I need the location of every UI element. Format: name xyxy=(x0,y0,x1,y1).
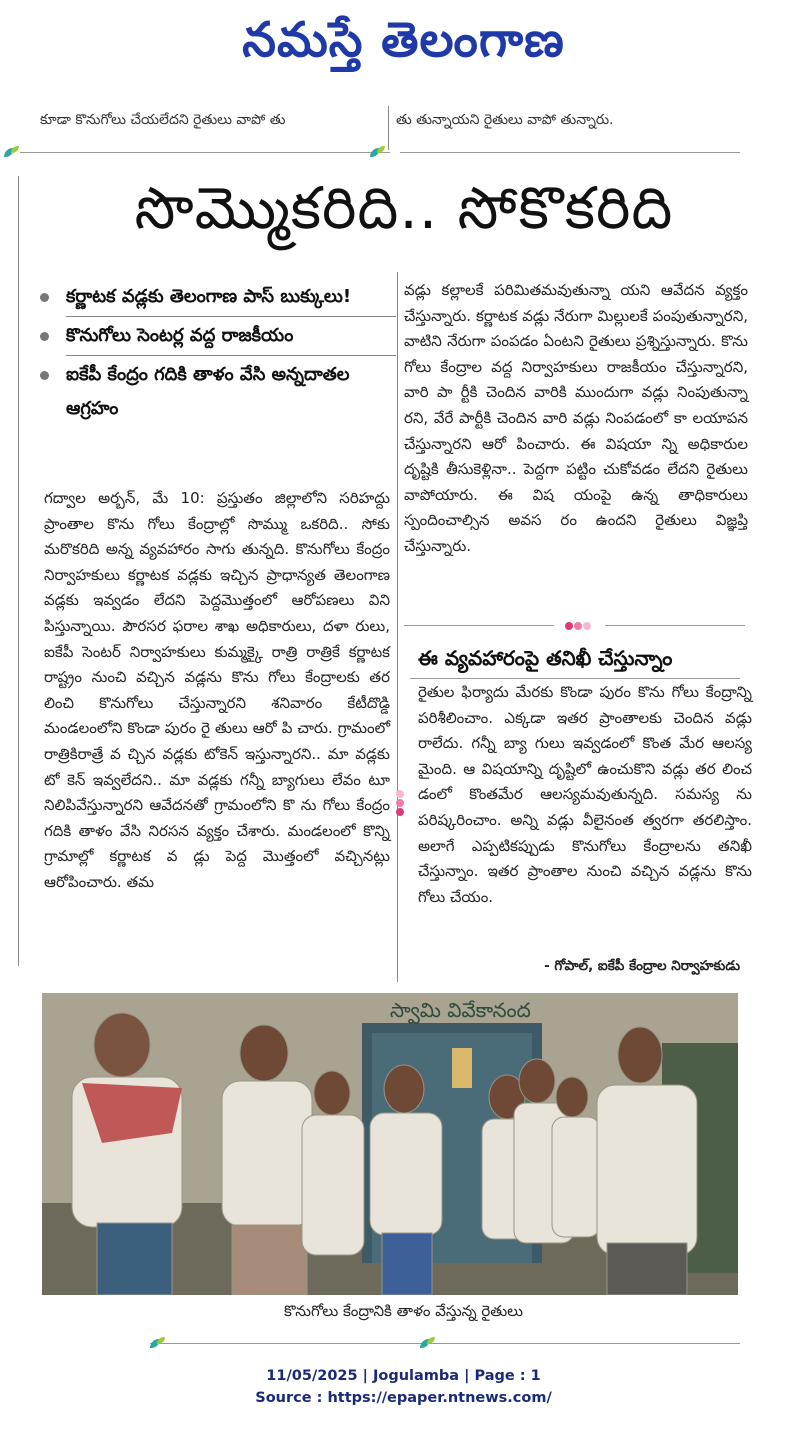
photo-caption: కొనుగోలు కేంద్రానికి తాళం వేస్తున్న రైతులు xyxy=(284,1302,523,1320)
newspaper-masthead: నమస్తే తెలంగాణ xyxy=(242,12,565,68)
leaf-ornament-icon xyxy=(150,1337,166,1349)
column-divider xyxy=(397,272,398,982)
top-strip-left-text: కూడా కొనుగోలు చేయలేదని రైతులు వాపో తు xyxy=(40,112,286,128)
leaf-ornament-icon xyxy=(420,1337,436,1349)
section-rule xyxy=(605,625,745,626)
bullet-separator xyxy=(66,316,396,317)
top-strip-right-text: తు తున్నాయని రైతులు వాపో తున్నారు. xyxy=(396,112,614,128)
article-paragraph: గద్వాల అర్బన్, మే 10: ప్రస్తుతం జిల్లాలోని సరిహద్దు ప్రాంతాల కొను గోలు కేంద్రాల్లో సొమ్ము ఒకరిది.. సోకు మరొకరిది అన్న వ్యవహారం సాగు తున్నది. కొనుగోలు కేంద్రం నిర్వాహకులు కర్ణాటక వడ్లకు ఇచ్చిన ప్రాధాన్యత తెలంగాణ వడ్లకు ఇవ్వడం లేదని పెద్దమొత్తంలో ఆరోపణలు విని పిస్తున్నాయి. పౌరసర ఫరాల శాఖ అధికారులు, దళా రులు, ఐకేపీ సెంటర్ నిర్వాహకులు కుమ్మక్కై రాత్రి రాత్రికే కర్ణాటక రాష్ట్రం నుంచి వచ్చిన వడ్లను కొను గోలు కేంద్రాలకు తర లించి కొనుగోలు చేస్తున్నారని శనివారం కేటీదొడ్డి మండలంలోని కొండా పురం రై తులు ఆరో పి చారు. గ్రామంలో రాత్రికిరాత్రే వ చ్చిన వడ్లకు టోకెన్ ఇస్తున్నారని.. మా వడ్లకు టో కెన్ ఇవ్వలేదని.. మా వడ్లకు గన్నీ బ్యాగులు లేవం టూ నిలిపివేస్తున్నారని ఆవేదనతో గ్రామంలోని కొ ను గోలు కేంద్రం గదికి తాళం వేసి నిరసన వ్యక్తం చేశారు. మండలంలో కొన్ని గ్రామాల్లో కర్ణాటక వ డ్లు పెద్ద మొత్తంలో వచ్చినట్లు ఆరోపించారు. తమ xyxy=(44,489,390,891)
strip-divider xyxy=(388,106,389,150)
highlight-bullet-1: కర్ణాటక వడ్లకు తెలంగాణ పాస్ బుక్కులు! xyxy=(36,280,381,314)
top-rule-left xyxy=(20,152,390,153)
highlight-bullet-2: కొనుగోలు సెంటర్ల వద్ద రాజకీయం xyxy=(36,319,381,353)
sub-article-heading: ఈ వ్యవహారంపై తనిఖీ చేస్తున్నాం xyxy=(418,646,673,670)
bottom-rule xyxy=(150,1343,740,1344)
sub-article-rule xyxy=(410,678,740,679)
highlight-bullet-3: ఐకేపీ కేంద్రం గదికి తాళం వేసి అన్నదాతల ఆగ్రహం xyxy=(36,358,381,426)
article-body-left xyxy=(44,486,390,896)
top-rule-right xyxy=(400,152,740,153)
sub-article-body xyxy=(418,680,752,910)
highlight-bullets xyxy=(36,280,381,426)
bullet-dot-icon xyxy=(40,293,49,302)
bullet-dot-icon xyxy=(40,332,49,341)
footer-edition-info: 11/05/2025 | Jogulamba | Page : 1 xyxy=(266,1368,541,1384)
leaf-ornament-icon xyxy=(370,146,386,158)
news-photo xyxy=(42,993,738,1295)
leaf-ornament-icon xyxy=(4,146,20,158)
article-headline: సొమ్మొకరిది.. సోకొకరిది xyxy=(134,174,674,242)
article-body-right xyxy=(404,278,748,560)
sub-article-paragraph: రైతుల ఫిర్యాదు మేరకు కొండా పురం కొను గోలు కేంద్రాన్ని పరిశీలించాం. ఎక్కడా ఇతర ప్రాంతాలకు చెందిన వడ్లు రాలేదు. గన్నీ బ్యా గులు ఇవ్వడంలో కొంత మేర ఆలస్య మైంది. ఆ విషయాన్ని దృష్టిలో ఉంచుకొని వడ్లు తర లించ డంలో కొంతమేర ఆలస్యమవుతున్నది. సమస్య ను పరిష్కరించాం. అన్ని వడ్లు వీలైనంత త్వరగా తరలిస్తాం. అలాగే ఎప్పటికప్పుడు కొనుగోలు కేంద్రాలను తనిఖీ చేస్తున్నాం. ఇతర ప్రాంతాల నుంచి వచ్చిన వడ్లను కొను గోలు చేయం. xyxy=(418,683,752,906)
bullet-dot-icon xyxy=(40,371,49,380)
farmers-locking-center-photo xyxy=(42,993,738,1295)
article-paragraph: వడ్లు కల్లాలకే పరిమితమవుతున్నా యని ఆవేదన వ్యక్తం చేస్తున్నారు. కర్ణాటక వడ్లు నేరుగా మిల్లులకే పంపుతున్నారని, వాటిని నేరుగా పంపడం ఏంటని రైతులు ప్రశ్నిస్తున్నారు. కొను గోలు కేంద్రాల వద్ద నిర్వాహకులు రాజకీయం చేస్తున్నారని, వారి పా ర్టీకి చెందిన వారికి ముందుగా వడ్లు నింపుతున్నా రని, వేరే పార్టీకి చెందిన వారి వడ్లు నింపడంలో కా లయాపన చేస్తున్నారని ఆరో పించారు. ఈ విషయా న్ని అధికారుల దృష్టికి తీసుకెళ్లినా.. పెద్దగా పట్టిం చుకోవడం లేదని రైతులు వాపోయారు. ఈ విష యంపై ఉన్న తాధికారులు స్పందించాల్సిన అవస రం ఉందని రైతులు విజ్ఞప్తి చేస్తున్నారు. xyxy=(404,281,748,555)
left-margin-rule xyxy=(18,176,19,966)
section-rule xyxy=(404,625,554,626)
wall-sign-text: స్వామి వివేకానంద xyxy=(390,998,531,1022)
section-divider-dots xyxy=(565,620,605,632)
footer-source: Source : https://epaper.ntnews.com/ xyxy=(255,1390,552,1406)
sub-article-signature: - గోపాల్, ఐకేపీ కేంద్రాల నిర్వాహకుడు xyxy=(544,958,740,974)
bullet-separator xyxy=(66,355,396,356)
column-divider-dots xyxy=(395,790,405,820)
